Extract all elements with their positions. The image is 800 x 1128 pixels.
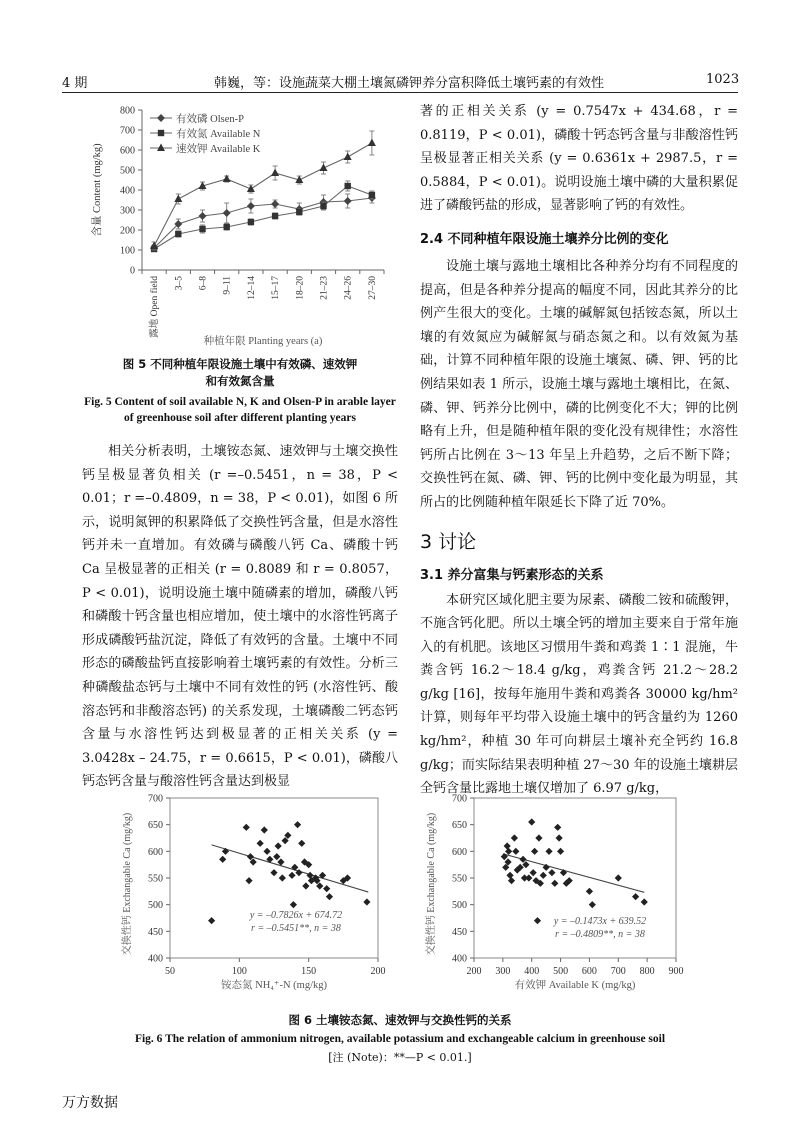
fig5-line-available-n [154,186,372,249]
fig5-point-available-n [296,209,302,215]
fig6a-point [363,898,370,905]
fig5-line-olsen-p [154,198,372,248]
page-number: 1023 [706,72,740,87]
fig6b-x-tick-label: 900 [668,966,684,977]
fig6b-x-axis-title: 有效钾 Available K (mg/kg) [514,980,636,991]
fig6-caption-cn: 图 6 土壤铵态氮、速效钾与交换性钙的关系 [288,1013,512,1027]
fig5-y-tick-label: 100 [120,245,135,257]
fig5-point-olsen-p [199,212,207,220]
fig6a-point [275,842,282,849]
fig6b-point [615,874,622,881]
fig6b-point [511,834,518,841]
fig6b-y-tick-label: 500 [452,900,467,912]
right-body-paragraph-1: 著的正相关关系 (y = 0.7547x + 434.68，r = 0.8119，P < 0.01)，磷酸十钙态钙含量与非酸溶性钙呈极显著正相关关系 (y = 0.6361x + 2987.5，r = 0.5884，P < 0.01)。说明设施土壤中磷的大量积累促进了磷酸钙盐的形成，显著影响了钙的有效性。 [420,104,738,214]
fig5-x-tick-label: 12–14 [246,276,257,300]
fig6b-x-tick-label: 800 [639,966,655,977]
fig5-x-tick-label: 6–8 [198,276,209,291]
fig5-point-available-n [158,130,164,136]
fig6b-x-tick-label: 200 [466,966,482,977]
fig5-point-olsen-p [223,209,231,217]
fig5-point-olsen-p [157,114,165,122]
fig6b-point [531,848,538,855]
fig6a-r-value: r = –0.5451**, n = 38 [251,923,341,934]
fig5-x-tick-label: 15–17 [271,276,282,300]
fig5-point-available-k [271,169,279,177]
fig6a-point [208,917,215,924]
fig6b-x-tick-label: 600 [581,966,597,977]
fig6b-point [501,853,508,860]
fig5-x-tick-label: 18–20 [295,276,306,300]
fig6a-y-tick-label: 500 [148,900,163,912]
section-2-4-heading: 2.4 不同种植年限设施土壤养分比例的变化 [420,231,669,247]
fig6a-fit-line [212,845,369,892]
fig6a-point [279,874,286,881]
fig5-y-tick-label: 0 [130,265,135,277]
fig6b-point [545,848,552,855]
fig6b-y-tick-label: 400 [452,953,467,965]
fig6b-y-axis-title: 交换性钙 Exchangable Ca (mg/kg) [426,812,437,956]
fig5-x-tick-label: 24–26 [343,276,354,300]
fig6a-x-axis-title: 铵态氮 NH₄⁺-N (mg/kg) [220,980,328,991]
fig6b-point [632,893,639,900]
fig6b-y-tick-label: 650 [452,820,467,832]
fig6a-point [323,885,330,892]
fig6a-point [270,869,277,876]
fig5-point-available-n [175,231,181,237]
fig6a-point [243,824,250,831]
fig5-y-tick-label: 200 [120,225,135,237]
fig5-point-available-k [174,195,182,203]
fig6a-point [298,840,305,847]
fig6b-point [554,824,561,831]
fig6-note: [注 (Note)：**—P < 0.01.] [328,1051,472,1064]
fig6b-point [506,872,513,879]
fig6a-point [257,840,264,847]
fig6b-point [508,877,515,884]
fig6b-point [528,818,535,825]
fig5-point-olsen-p [247,202,255,210]
fig5-x-tick-label: 9–11 [222,276,233,295]
right-body-paragraph-2: 设施土壤与露地土壤相比各种养分均有不同程度的提高，但是各种养分提高的幅度不同，因此其养分的比例产生很大的变化。土壤的碱解氮包括铵态氮，所以土壤的有效氮应为碱解氮与硝态氮之和。以有效氮为基础，计算不同种植年限的设施土壤氮、磷、钾、钙的比例结果如表 1 所示，设施土壤与露地土壤相比，在氮、磷、钾、钙养分比例中，磷的比例变化不大；钾的比例略有上升，但是随种植年限的变化没有规律性；水溶性钙所占比例在 3～13 年呈上升趋势，之后不断下降；交换性钙在氮、磷、钾、钙的比例中变化最为明显，其所占的比例随种植年限延长下降了近 70%。 [420,258,738,510]
fig6a-point [263,848,270,855]
fig6a-point [288,872,295,879]
fig6b-point [641,898,648,905]
fig6a-y-tick-label: 550 [148,873,163,885]
fig6a-x-tick-label: 150 [301,966,317,977]
fig6a-scatter-nh4 [100,788,410,1010]
fig5-y-tick-label: 300 [120,205,135,217]
fig6a-x-tick-label: 200 [370,966,386,977]
fig5-x-tick-label: 27–30 [367,276,378,300]
fig6b-x-tick-label: 300 [495,966,511,977]
fig6a-point [261,826,268,833]
fig6a-y-tick-label: 400 [148,953,163,965]
fig6b-point [534,917,541,924]
fig5-x-tick-label: 21–23 [319,276,330,300]
fig5-line-chart [82,100,400,352]
fig5-point-available-n [320,203,326,209]
fig6a-y-tick-label: 600 [148,846,163,858]
footer-brand: 万方数据 [62,1095,118,1111]
fig6b-y-tick-label: 600 [452,846,467,858]
fig5-point-available-k [368,139,376,147]
fig6b-point [505,848,512,855]
fig5-y-tick-label: 800 [120,105,135,117]
fig6a-point [273,853,280,860]
fig6b-point [557,848,564,855]
fig6a-point [245,877,252,884]
fig5-point-olsen-p [344,197,352,205]
section-3-heading: 3 讨论 [420,530,477,553]
fig6b-point [586,888,593,895]
fig6b-y-tick-label: 550 [452,873,467,885]
fig5-point-available-n [345,183,351,189]
fig6b-point [535,834,542,841]
fig5-x-tick-label: 露地 Open field [150,276,161,338]
fig5-point-available-n [272,213,278,219]
left-body-paragraph: 相关分析表明，土壤铵态氮、速效钾与土壤交换性钙呈极显著负相关 (r =–0.5451，n = 38，P < 0.01；r =–0.4809，n = 38，P < 0.01)，如图 6 所示，说明氮钾的积累降低了交换性钙含量，但是水溶性钙并未一直增加。有效磷与磷酸八钙 Ca、磷酸十钙 Ca 呈极显著的正相关 (r = 0.8089 和 r = 0.8057，P < 0.01)，说明设施土壤中随磷素的增加，磷酸八钙和磷酸十钙含量也相应增加，使土壤中的水溶性钙离子形成磷酸钙盐沉淀，降低了有效钙的含量。土壤中不同形态的磷酸盐钙直接影响着土壤钙素的有效性。分析三种磷酸盐态钙与土壤中不同有效性的钙 (水溶性钙、酸溶态钙和非酸溶态钙) 的关系发现，土壤磷酸二钙态钙含量与水溶性钙达到极显著的正相关关系 (y = 3.0428x – 24.75，r = 0.6615，P < 0.01)，磷酸八钙态钙含量与酸溶性钙含量达到极显 [82,444,398,790]
right-body-paragraph-3: 本研究区域化肥主要为尿素、磷酸二铵和硫酸钾，不施含钙化肥。所以土壤全钙的增加主要来自于常年施入的有机肥。该地区习惯用牛粪和鸡粪 1∶1 混施，牛粪含钙 16.2～18.4 g/kg，鸡粪含钙 21.2～28.2 g/kg [16]，按每年施用牛粪和鸡粪各 30000 kg/hm² 计算，则每年平均带入设施土壤中的钙含量约为 1260 kg/hm²，种植 30 年可向耕层土壤补充全钙约 16.8 g/kg；而实际结果表明种植 27～30 年的设施土壤耕层全钙含量比露地土壤仅增加了 6.97 g/kg， [420,592,738,797]
fig6a-equation: y = –0.7826x + 674.72 [249,910,343,921]
fig5-point-available-n [248,219,254,225]
fig5-point-available-k [223,175,231,183]
fig6b-y-tick-label: 700 [452,793,467,805]
fig6-caption-en: Fig. 6 The relation of ammonium nitrogen, available potassium and exchangeable calcium in greenhouse soil [134,1033,666,1045]
fig5-caption-cn: 图 5 不同种植年限设施土壤中有效磷、速效钾和有效氮含量 [122,357,358,388]
fig6a-y-tick-label: 450 [148,926,163,938]
fig6a-x-tick-label: 50 [165,966,175,977]
fig5-legend-label: 有效磷 Olsen-P [176,114,244,125]
fig6a-y-axis-title: 交换性钙 Exchangable Ca (mg/kg) [122,812,133,956]
section-3-1-heading: 3.1 养分富集与钙素形态的关系 [420,567,604,583]
issue-number: 4 期 [62,76,88,91]
fig5-x-axis-title: 种植年限 Planting years (a) [203,336,323,347]
fig5-caption-en: Fig. 5 Content of soil available N, K and Olsen-P in arable layer of greenhouse soil after different planting years [84,396,396,424]
fig6b-x-tick-label: 700 [610,966,626,977]
fig6a-point [326,893,333,900]
fig5-y-axis-title: 含量 Content (mg/kg) [92,143,103,237]
fig5-legend-label: 速效钾 Available K [176,144,261,155]
fig6b-r-value: r = –0.4809**, n = 38 [555,929,645,940]
fig5-line-available-k [154,143,372,246]
fig6a-y-tick-label: 650 [148,820,163,832]
fig6b-point [540,872,547,879]
fig5-y-tick-label: 700 [120,125,135,137]
fig6a-y-tick-label: 700 [148,793,163,805]
fig5-point-available-k [157,144,165,152]
fig6b-y-tick-label: 450 [452,926,467,938]
fig6b-point [551,880,558,887]
fig6b-point [530,869,537,876]
running-title: 韩巍，等：设施蔬菜大棚土壤氮磷钾养分富积降低土壤钙素的有效性 [214,76,605,91]
fig6b-scatter-k [404,788,704,1010]
header-rule [62,92,738,93]
fig5-point-olsen-p [271,200,279,208]
fig6b-point [589,901,596,908]
fig6a-point [294,821,301,828]
fig5-legend-label: 有效氮 Available N [176,129,261,140]
fig5-y-tick-label: 500 [120,165,135,177]
fig6b-point [556,834,563,841]
fig6b-point [512,848,519,855]
fig6b-point [525,874,532,881]
fig5-point-available-n [224,224,230,230]
fig6b-point [548,869,555,876]
fig6a-point [219,856,226,863]
fig6b-x-tick-label: 400 [524,966,540,977]
fig6b-point [504,842,511,849]
fig5-point-available-k [344,153,352,161]
fig6b-x-tick-label: 500 [553,966,569,977]
fig5-y-tick-label: 600 [120,145,135,157]
fig6a-x-tick-label: 100 [231,966,247,977]
fig5-x-tick-label: 3–5 [174,276,185,291]
fig6a-point [290,901,297,908]
fig5-y-tick-label: 400 [120,185,135,197]
fig5-point-available-n [369,192,375,198]
fig6b-equation: y = –0.1473x + 639.52 [553,916,647,927]
fig6a-point [302,882,309,889]
fig6a-point [291,864,298,871]
fig5-point-available-n [199,226,205,232]
